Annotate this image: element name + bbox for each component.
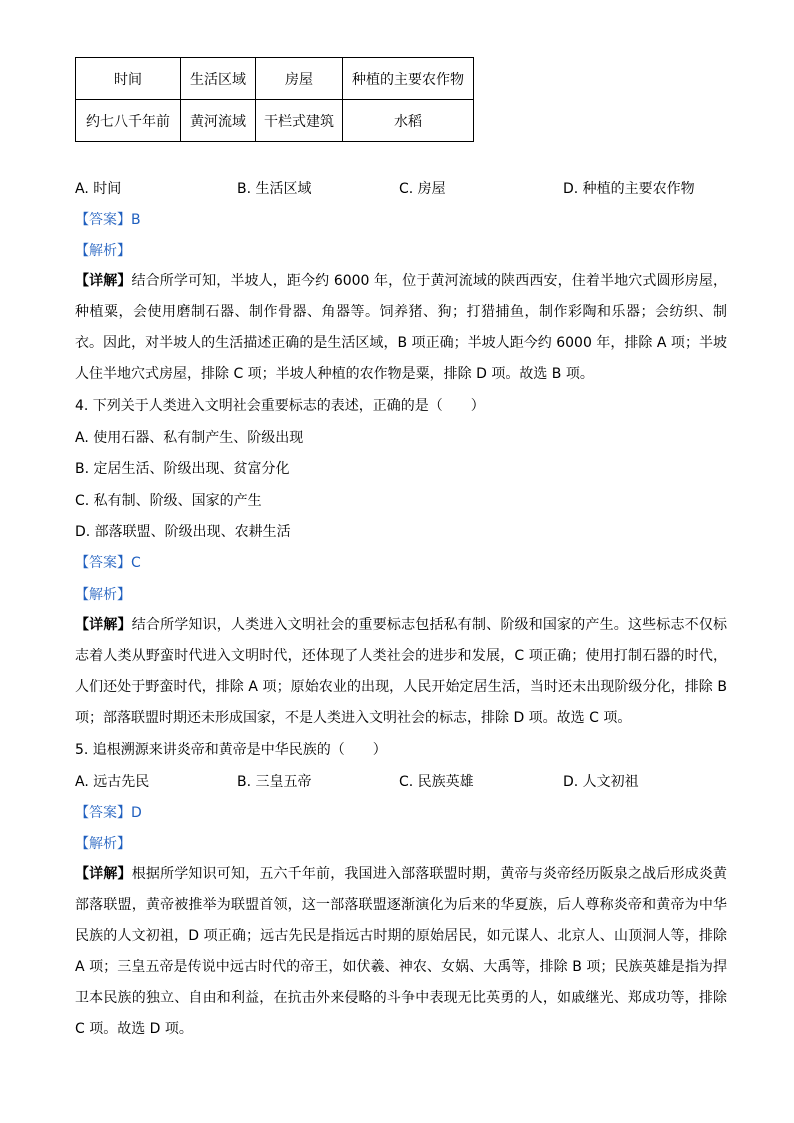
q3-detail-text: 结合所学可知，半坡人，距今约 6000 年，位于黄河流域的陕西西安，住着半地穴式圆形房屋，种植粟，会使用磨制石器、制作骨器、角器等。饲养猪、狗；打猎捕鱼，制作彩陶和乐器；会纺织、制衣。因此，对半坡人的生活描述正确的是生活区域，B 项正确；半坡人距今约 6000 年，排除 A 项；半坡人住半地穴式房屋，排除 C 项；半坡人种植的农作物是粟，排除 D 项。故选 B 项。 bbox=[75, 273, 727, 382]
q3-detail bbox=[75, 266, 727, 390]
q4-detail bbox=[75, 610, 727, 734]
q4-option-c: C. 私有制、阶级、国家的产生 bbox=[75, 493, 262, 509]
q5-option-b: B. 三皇五帝 bbox=[237, 774, 312, 790]
q4-answer: 【答案】C bbox=[75, 555, 141, 571]
q3-option-b: B. 生活区域 bbox=[237, 181, 312, 197]
table-cell: 干栏式建筑 bbox=[256, 100, 343, 142]
table-cell: 黄河流域 bbox=[181, 100, 256, 142]
q3-option-d: D. 种植的主要农作物 bbox=[563, 181, 695, 197]
q5-detail bbox=[75, 859, 727, 1045]
table-cell: 房屋 bbox=[256, 58, 343, 100]
table-cell: 水稻 bbox=[343, 100, 474, 142]
q4-option-b: B. 定居生活、阶级出现、贫富分化 bbox=[75, 461, 290, 477]
q3-detail-tag: 【详解】 bbox=[75, 273, 132, 289]
q3-analysis-heading: 【解析】 bbox=[75, 243, 131, 259]
q5-option-d: D. 人文初祖 bbox=[563, 774, 639, 790]
q4-option-d: D. 部落联盟、阶级出现、农耕生活 bbox=[75, 524, 291, 540]
table-cell: 种植的主要农作物 bbox=[343, 58, 474, 100]
q4-analysis-heading: 【解析】 bbox=[75, 587, 131, 603]
table-cell: 时间 bbox=[76, 58, 181, 100]
q4-stem: 4. 下列关于人类进入文明社会重要标志的表述，正确的是（ ） bbox=[75, 398, 485, 414]
q5-analysis-heading: 【解析】 bbox=[75, 836, 131, 852]
q5-detail-text: 根据所学知识可知，五六千年前，我国进入部落联盟时期，黄帝与炎帝经历阪泉之战后形成炎黄部落联盟，黄帝被推举为联盟首领，这一部落联盟逐渐演化为后来的华夏族，后人尊称炎帝和黄帝为中华民族的人文初祖，D 项正确；远古先民是指远古时期的原始居民，如元谋人、北京人、山顶洞人等，排除 A 项；三皇五帝是传说中远古时代的帝王，如伏羲、神农、女娲、大禹等，排除 B 项；民族英雄是指为捍卫本民族的独立、自由和利益，在抗击外来侵略的斗争中表现无比英勇的人，如戚继光、郑成功等，排除 C 项。故选 D 项。 bbox=[75, 866, 728, 1037]
q5-stem: 5. 追根溯源来讲炎帝和黄帝是中华民族的（ ） bbox=[75, 742, 387, 758]
q5-answer: 【答案】D bbox=[75, 805, 142, 821]
q4-detail-tag: 【详解】 bbox=[75, 617, 132, 633]
q3-answer: 【答案】B bbox=[75, 212, 141, 228]
table-cell: 生活区域 bbox=[181, 58, 256, 100]
q5-option-a: A. 远古先民 bbox=[75, 774, 150, 790]
q5-detail-tag: 【详解】 bbox=[75, 866, 132, 882]
q5-option-c: C. 民族英雄 bbox=[399, 774, 474, 790]
table-cell: 约七八千年前 bbox=[76, 100, 181, 142]
table-header-row bbox=[76, 58, 474, 100]
q4-detail-text: 结合所学知识，人类进入文明社会的重要标志包括私有制、阶级和国家的产生。这些标志不仅标志着人类从野蛮时代进入文明时代，还体现了人类社会的进步和发展，C 项正确；使用打制石器的时代，人们还处于野蛮时代，排除 A 项；原始农业的出现，人民开始定居生活，当时还未出现阶级分化，排除 B 项；部落联盟时期还未形成国家，不是人类进入文明社会的标志，排除 D 项。故选 C 项。 bbox=[75, 617, 728, 726]
table-row bbox=[76, 100, 474, 142]
comparison-table bbox=[75, 57, 474, 142]
q3-option-c: C. 房屋 bbox=[399, 181, 446, 197]
q4-option-a: A. 使用石器、私有制产生、阶级出现 bbox=[75, 430, 304, 446]
q3-option-a: A. 时间 bbox=[75, 181, 122, 197]
